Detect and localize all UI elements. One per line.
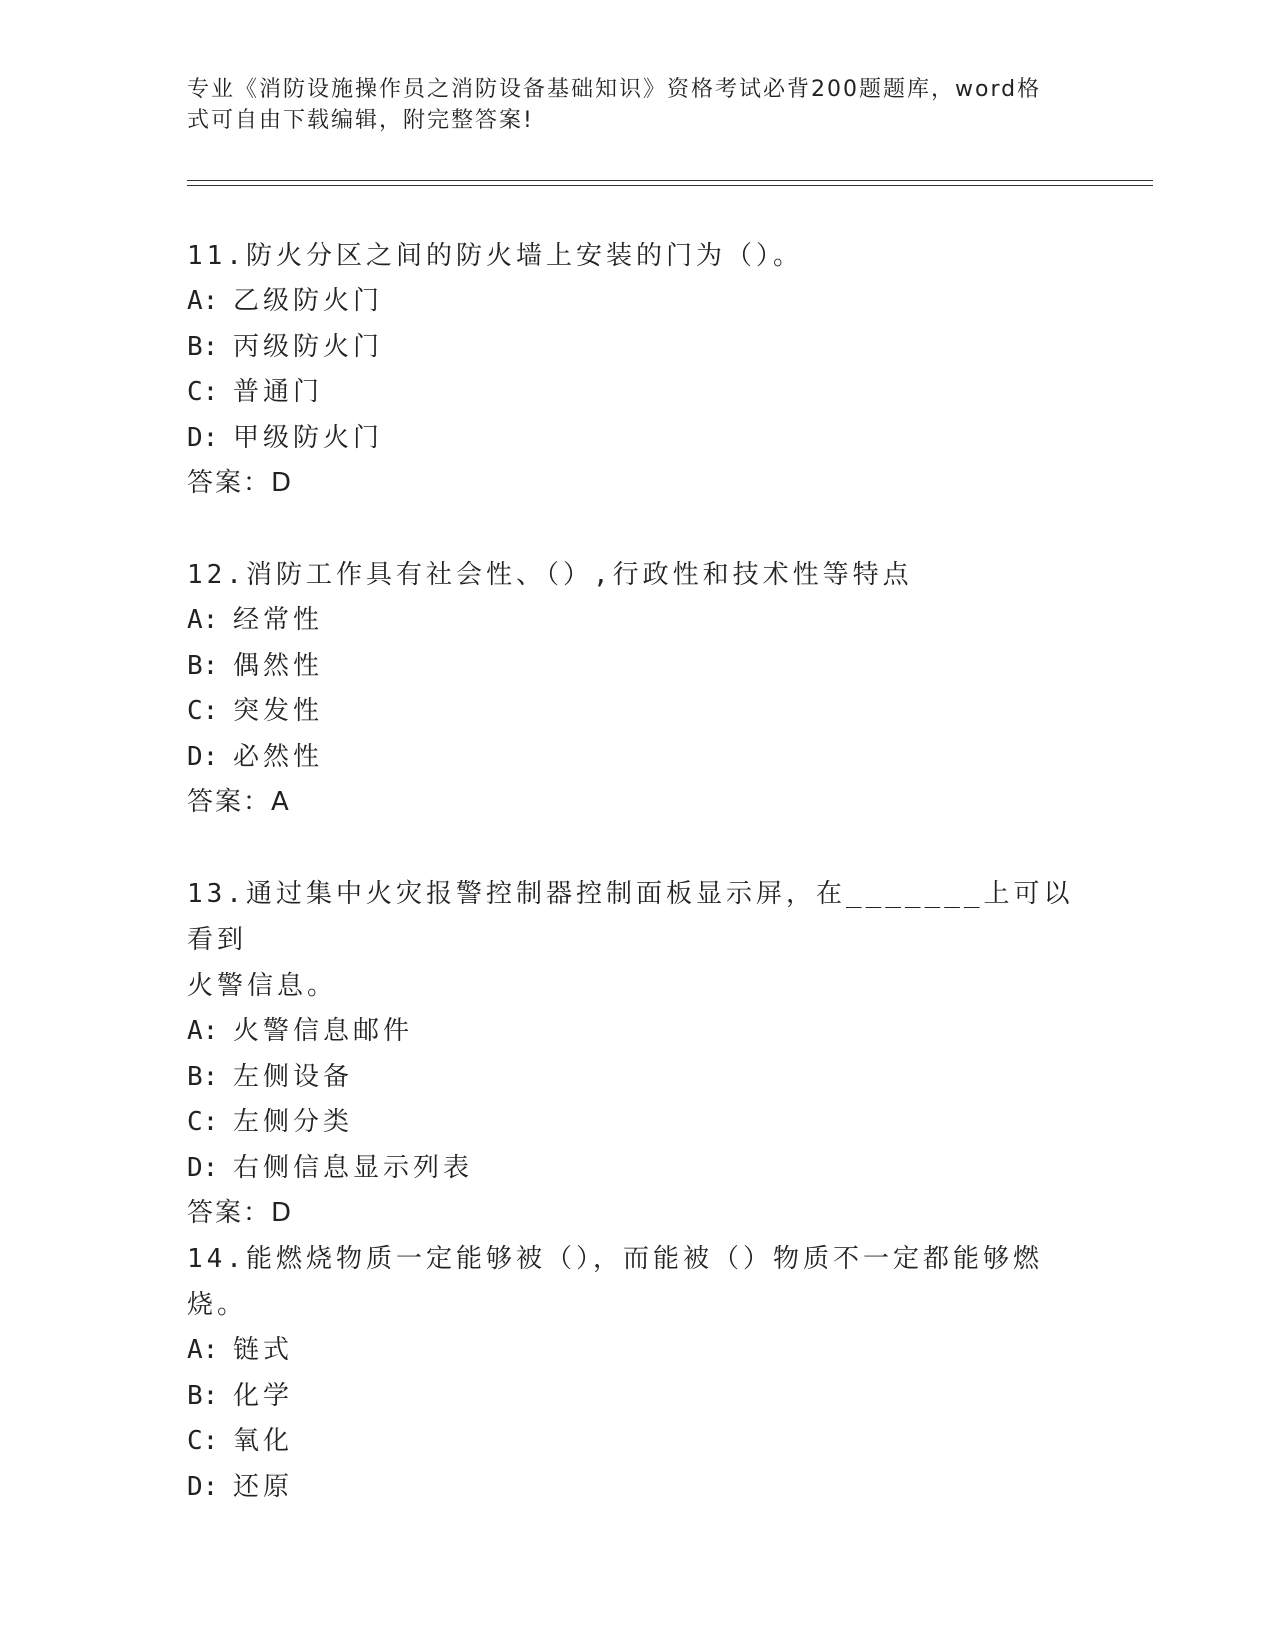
option-text: 乙级防火门: [233, 286, 384, 316]
option-text: 丙级防火门: [233, 331, 384, 362]
option-c: [187, 1100, 1087, 1146]
question-stem: 14.能燃烧物质一定能够被（），而能被（）物质不一定都能够燃烧。: [187, 1244, 1043, 1320]
option-text: 右侧信息显示列表: [233, 1152, 474, 1183]
option-letter: B:: [187, 1061, 219, 1092]
option-text: 还原: [233, 1471, 294, 1502]
option-text: 偶然性: [233, 650, 324, 681]
question-13: [187, 871, 1087, 1236]
option-c: [187, 689, 1087, 735]
option-text: 左侧分类: [233, 1107, 354, 1137]
option-letter: B:: [187, 331, 219, 362]
option-b: [187, 1055, 1087, 1101]
header-line-1: 专业《消防设施操作员之消防设备基础知识》资格考试必背200题题库，word格: [187, 77, 1042, 102]
option-d: [187, 1465, 1087, 1511]
document-header: [187, 74, 1077, 136]
answer-line: 答案：D: [187, 468, 294, 498]
option-letter: D:: [187, 741, 219, 772]
option-text: 链式: [233, 1335, 294, 1365]
option-letter: A:: [187, 1335, 219, 1365]
option-letter: B:: [187, 1380, 219, 1411]
option-letter: C:: [187, 1426, 219, 1456]
option-letter: C:: [187, 696, 219, 726]
option-b: [187, 644, 1087, 690]
option-b: [187, 325, 1087, 371]
option-text: 甲级防火门: [233, 422, 384, 453]
question-stem-line-2: 火警信息。: [187, 971, 338, 1001]
option-letter: B:: [187, 650, 219, 681]
answer-line: 答案：D: [187, 1198, 294, 1228]
option-a: [187, 1328, 1087, 1374]
option-letter: C:: [187, 1107, 219, 1137]
option-text: 必然性: [233, 741, 324, 772]
header-divider-bottom: [187, 185, 1153, 186]
question-stem: 11.防火分区之间的防火墙上安装的门为（）。: [187, 241, 803, 271]
option-text: 普通门: [233, 377, 324, 407]
option-text: 化学: [233, 1380, 294, 1411]
option-text: 左侧设备: [233, 1061, 354, 1092]
option-a: [187, 279, 1087, 325]
option-d: [187, 1146, 1087, 1192]
option-c: [187, 370, 1087, 416]
option-letter: A:: [187, 605, 219, 635]
option-letter: D:: [187, 1471, 219, 1502]
option-letter: A:: [187, 286, 219, 316]
option-text: 突发性: [233, 696, 324, 726]
header-divider-top: [187, 180, 1153, 181]
question-14: [187, 1236, 1087, 1510]
option-text: 氧化: [233, 1426, 294, 1456]
option-letter: A:: [187, 1016, 219, 1046]
header-line-2: 式可自由下载编辑，附完整答案!: [187, 108, 534, 133]
question-stem: 12.消防工作具有社会性、（）,行政性和技术性等特点: [187, 560, 913, 590]
option-c: [187, 1419, 1087, 1465]
option-a: [187, 598, 1087, 644]
question-11: [187, 233, 1087, 506]
option-a: [187, 1009, 1087, 1055]
option-d: [187, 416, 1087, 462]
option-letter: C:: [187, 377, 219, 407]
option-letter: D:: [187, 1152, 219, 1183]
option-text: 火警信息邮件: [233, 1016, 414, 1046]
answer-line: 答案：A: [187, 787, 291, 817]
option-text: 经常性: [233, 605, 324, 635]
option-letter: D:: [187, 422, 219, 453]
option-b: [187, 1374, 1087, 1420]
option-d: [187, 735, 1087, 781]
question-stem-line-1: 13.通过集中火灾报警控制器控制面板显示屏，在_______上可以看到: [187, 879, 1074, 955]
question-12: [187, 552, 1087, 825]
